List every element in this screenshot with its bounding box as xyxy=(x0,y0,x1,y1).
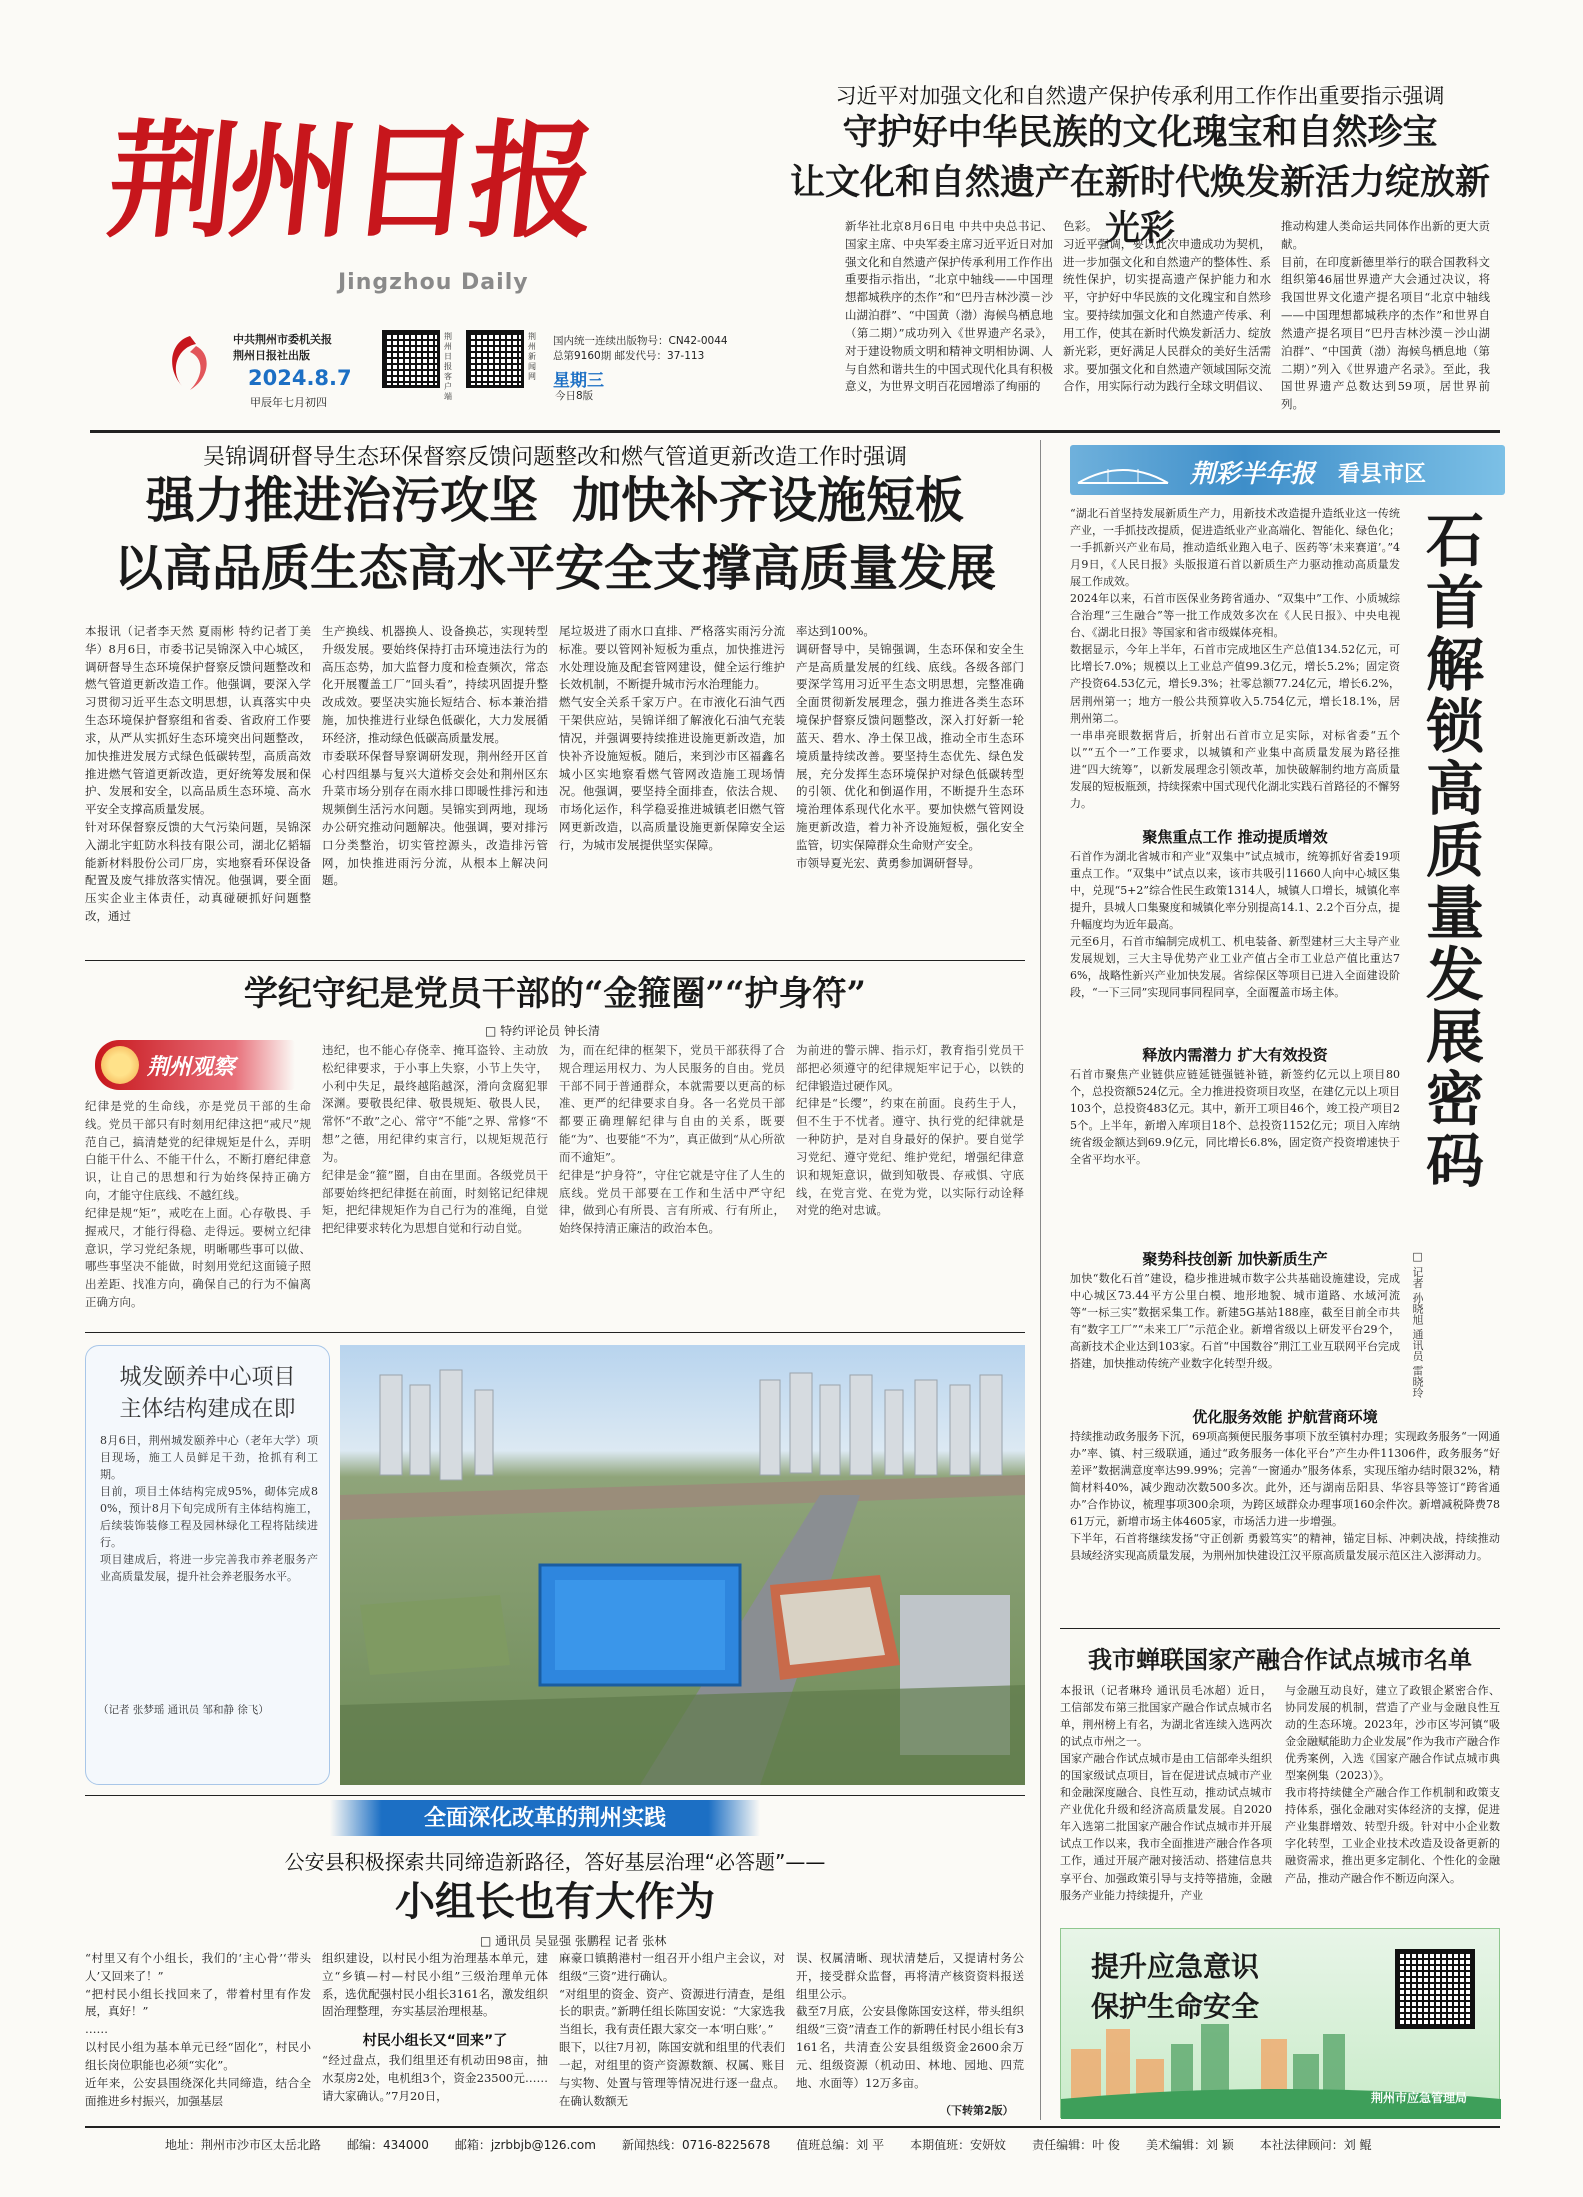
main-column-3: 尾垃圾进了雨水口直排、严格落实雨污分流标准。要以管网补短板为重点，加快推进污水处理设施及配套管网建设，健全运行维护长效机制，不断提升城市污水治理能力。 燃气安全关系千家万户。在市液化石油气西干架供应站，吴锦详细了解液化石油气充装情况，并强调要持续推进设施更新改造，加快补齐设施短板。随后，来到沙市区福鑫名城小区实地察看燃气管网改造施工现场情况。他强调，要坚持全面排查，依法合规、市场化运作，科学稳妥推进城镇老旧燃气管网更新改造，以高质量设施更新保障安全运行，为城市发展提供坚实保障。 xyxy=(559,624,785,852)
psa-qr-code[interactable] xyxy=(1395,1949,1475,2029)
footer-email[interactable]: 邮箱：jzrbbjb@126.com xyxy=(454,2138,596,2152)
pilot-column-1: 本报讯（记者琳玲 通讯员毛冰超）近日，工信部发布第三批国家产融合作试点城市名单，荆州榜上有名，为湖北省连续入选两次的试点市州之一。 国家产融合作试点城市是由工信部牵头组织的国家级试点项目，旨在促进试点城市产业和金融深度融合、良性互动，推动试点城市产业优化升级和经济高质量发展。自2020年入选第二批国家产融合作试点城市并开展试点工作以来，我市全面推进产融合作各项工作，通过开展产融对接活动、搭建信息共享平台、加强政策引导与支持等措施，金融服务产业能力持续提升，产业 xyxy=(1060,1684,1272,1902)
main-headline-2: 以高品质生态高水平安全支撑高质量发展 xyxy=(113,540,996,597)
footer-address: 地址：荆州市沙市区太岳北路 xyxy=(165,2138,322,2152)
reform-banner xyxy=(330,1800,760,1836)
feature-intro: “湖北石首坚持发展新质生产力，用新技术改造提升造纸业这一传统产业，一手抓技改提质，促进造纸业产业高端化、智能化、绿色化；一手抓新兴产业布局，推动造纸业跑入电子、医药等‘未来赛道’。”4月9日，《人民日报》头版报道石首以新质生产力驱动推动高质量发展工作成效。 2024年以来，石首市医保业务跨省通办、“双集中”工作、小质城综合治理“三生融合”等一批工作成效多次在《人民日报》、中央电视台、《湖北日报》等国家和省市级媒体亮相。 数据显示，今年上半年，石首市完成地区生产总值134.52亿元，可比增长7.0%；规模以上工业总产值99.3亿元，增长5.2%；固定资产投资64.53亿元，增长9.3%；社零总额77.24亿元，增长6.2%，居荆州第一；地方一般公共预算收入5.754亿元，增长18.1%，居荆州第二。 一串串亮眼数据背后，折射出石首市立足实际，对标省委“五个以”“五个一”工作要求，以城镇和产业集中高质量发展为路径推进“四大统筹”，以新发展理念引领改革，加快破解制约地方高质量发展的短板瓶颈，持续探索中国式现代化湖北实践石首路径的不懈努力。 xyxy=(1070,507,1400,810)
publisher-info: 中共荆州市委机关报 荆州日报社出版 xyxy=(233,333,332,362)
continue-note: （下转第2版） xyxy=(940,2104,1014,2117)
photo-news-headline-2: 主体结构建成在即 xyxy=(119,1397,296,1422)
footer-duty-editor: 本期值班：安妍妏 xyxy=(910,2138,1007,2152)
lead-column-2: 色彩。 习近平强调，要以此次申遗成功为契机，进一步加强文化和自然遗产的整体性、系统性保护，切实提高遗产保护能力和水平，守护好中华民族的文化瑰宝和自然珍宝。要持续加强文化和自然遗产传承、利用工作，使其在新时代焕发新活力、绽放新光彩，更好满足人民群众的美好生活需求。要加强文化和自然遗产领域国际交流合作，用实际行动为践行全球文明倡议、 xyxy=(1063,219,1271,394)
main-column-1: 本报讯（记者李天然 夏雨彬 特约记者丁美华）8月6日，市委书记吴锦深入中心城区，调研督导生态环境保护督察反馈问题整改和燃气管道更新改造工作。他强调，要深入学习贯彻习近平生态文明思想，认真落实中央生态环境保护督察组和省委、省政府工作要求，从严从实抓好生态环境突出问题整改，加快推进发展方式绿色低碳转型，高质高效推进燃气管道更新改造，更好统筹发展和保护、发展和安全，以高品质生态环境、高水平安全支撑高质量发展。 针对环保督察反馈的大气污染问题，吴锦深入湖北宇虹防水科技有限公司，湖北亿韬辐能新材料股份公司厂房，实地察看环保设备配置及废气排放落实情况。他强调，要全面压实企业主体责任，动真碰硬抓好问题整改，通过 xyxy=(85,624,311,923)
feature-subhead-1: 聚焦重点工作 推动提质增效 xyxy=(1142,828,1328,846)
issn-info: 国内统一连续出版物号：CN42-0044 总第9160期 邮发代号：37-113 xyxy=(553,335,728,362)
reform-byline: □ 通讯员 吴显强 张鹏程 记者 张林 xyxy=(480,1934,667,1948)
reform-column-2b: “经过盘点，我们组里还有机动田98亩，抽水泵房2处，电机组3个，资金23500元……请大家确认。”7月20日， xyxy=(322,2053,548,2103)
main-column-4: 率达到100%。 调研督导中，吴锦强调，生态环保和安全生产是高质量发展的红线、底线。各级各部门要深学笃用习近平生态文明思想，完整准确全面贯彻新发展理念，强力推进各类生态环境保护督察反馈问题整改，深入打好新一轮蓝天、碧水、净土保卫战，推动全市生态环境质量持续改善。要坚持生态优先、绿色发展，充分发挥生态环境保护对绿色低碳转型的引领、优化和倒逼作用，不断提升生态环境治理体系现代化水平。要加快燃气管网设施更新改造，着力补齐设施短板，强化安全监管，切实保障群众生命财产安全。 市领导夏光宏、黄勇参加调研督导。 xyxy=(796,624,1024,870)
qr1-caption: 荆州日报客户端 xyxy=(444,332,452,401)
reform-headline: 小组长也有大作为 xyxy=(395,1878,715,1925)
footer-legal: 本社法律顾问：刘 鲲 xyxy=(1259,2138,1372,2152)
footer-editor: 责任编辑：叶 俊 xyxy=(1032,2138,1120,2152)
lunar-date: 甲辰年七月初四 xyxy=(250,396,327,409)
construction-aerial-photo xyxy=(340,1345,1025,1785)
newspaper-emblem-icon xyxy=(160,332,220,394)
footer xyxy=(165,2136,1500,2153)
main-headline-1: 强力推进治污攻坚 加快补齐设施短板 xyxy=(145,472,965,529)
lead-headline-2: 让文化和自然遗产在新时代焕发新活力绽放新光彩 xyxy=(790,162,1491,249)
commentary-headline: 学纪守纪是党员干部的“金箍圈”“护身符” xyxy=(243,974,867,1014)
column-badge xyxy=(95,1040,295,1090)
feature-banner xyxy=(1070,445,1505,495)
reform-column-3: 麻豪口镇鹅港村一组召开小组户主会议，对组级“三资”进行确认。 “对组里的资金、资产、资源进行清查，是组长的职责。”新聘任组长陈国安说：“大家选我当组长，我有责任跟大家交一本‘明白账’。” 眼下，以往7月初，陈国安就和组里的代表们一起，对组里的资产资源数额、权属、账目与实物、处置与管理等情况进行逐一盘点。在确认数额无 xyxy=(559,1951,785,2108)
psa-line-2: 保护生命安全 xyxy=(1091,1990,1260,2023)
lead-column-3: 推动构建人类命运共同体作出新的更大贡献。 目前，在印度新德里举行的联合国教科文组织第46届世界遗产大会通过决议，将我国世界文化遗产提名项目“北京中轴线——中国理想都城秩序的杰作”和世界自然遗产提名项目“巴丹吉林沙漠－沙山湖泊群”、“中国黄（渤）海候鸟栖息地（第二期）”列入《世界遗产名录》。至此，我国世界遗产总数达到59项，居世界前列。 xyxy=(1281,219,1490,412)
lead-headline-1: 守护好中华民族的文化瑰宝和自然珍宝 xyxy=(842,112,1438,153)
main-kicker: 吴锦调研督导生态环保督察反馈问题整改和燃气管道更新改造工作时强调 xyxy=(202,445,907,470)
pilot-column-2: 与金融互动良好，建立了政银企紧密合作、协同发展的机制，营造了产业与金融良性互动的生态环境。2023年，沙市区岑河镇“吸金金融赋能助力企业发展”作为我市产融合作优秀案例，入选《国家产融合作试点城市典型案例集（2023）》。 我市将持续健全产融合作工作机制和政策支持体系，强化金融对实体经济的支撑，促进产业集群增效、转型升级。针对中小企业数字化转型，工业企业技术改造及设备更新的融资需求，推出更多定制化、个性化的金融产品，推动产融合作不断迈向深入。 xyxy=(1285,1684,1500,1885)
pilot-headline: 我市蝉联国家产融合作试点城市名单 xyxy=(1088,1646,1472,1674)
masthead-logo: 荆州日报 xyxy=(102,107,598,255)
sun-emblem-icon xyxy=(101,1046,139,1084)
feature-subhead-4: 优化服务效能 护航营商环境 xyxy=(1192,1408,1378,1426)
page-count: 今日8版 xyxy=(555,390,594,402)
feature-brand: 荆彩半年报 xyxy=(1190,459,1316,488)
issue-date: 2024.8.7 xyxy=(248,366,352,390)
web-qr-code[interactable] xyxy=(466,330,524,388)
commentary-column-4: 为前进的警示牌、指示灯，教育指引党员干部把必须遵守的纪律规矩牢记于心，以铁的纪律锻造过硬作风。 纪律是“长缨”，约束在前面。良药生于人，但不生于不忧者。遵守、执行党的纪律就是一种防护，是对自身最好的保护。要自觉学习党纪、遵守党纪、维护党纪，增强纪律意识和规矩意识，做到知敬畏、存戒惧、守底线，在党言党、在党为党，以实际行动诠释对党的绝对忠诚。 xyxy=(796,1043,1024,1218)
lead-kicker: 习近平对加强文化和自然遗产保护传承利用工作作出重要指示强调 xyxy=(835,84,1445,108)
column-tag: 荆州观察 xyxy=(147,1054,236,1080)
masthead xyxy=(100,70,600,430)
lead-column-1: 新华社北京8月6日电 中共中央总书记、国家主席、中央军委主席习近平近日对加强文化和自然遗产保护传承利用工作作出重要指示指出，“北京中轴线——中国理想都城秩序的杰作”和“巴丹吉林沙漠－沙山湖泊群”、“中国黄（渤）海候鸟栖息地（第二期）”成功列入《世界遗产名录》，对于建设物质文明和精神文明相协调、人与自然和谐共生的中国式现代化具有积极意义，为世界文明百花园增添了绚丽的 xyxy=(845,219,1053,394)
app-qr-code[interactable] xyxy=(382,330,440,388)
psa-line-1: 提升应急意识 xyxy=(1091,1950,1260,1983)
reform-kicker: 公安县积极探索共同缔造新路径，答好基层治理“必答题”—— xyxy=(284,1850,826,1874)
commentary-byline: □ 特约评论员 钟长清 xyxy=(485,1024,600,1038)
photo-news-body: 8月6日，荆州城发颐养中心（老年大学）项目现场，施工人员鲜足干劲，抢抓有利工期。 目前，项目土体结构完成95%，砌体完成80%，预计8月下旬完成所有主体结构施工，后续装饰装修工程及园林绿化工程将陆续进行。 项目建成后，将进一步完善我市养老服务产业高质量发展，提升社会养老服务水平。 xyxy=(100,1434,318,1584)
commentary-column-1: 纪律是党的生命线，亦是党员干部的生命线。党员干部只有时刻用纪律这把“戒尺”规范自己，搞清楚党的纪律规矩是什么，弄明白能干什么、不能干什么，不断打磨纪律意识，让自己的思想和行为始终保持正确方向，才能守住底线、不越红线。 纪律是规“矩”，戒吃在上面。心存敬畏、手握戒尺，才能行得稳、走得远。要树立纪律意识，学习党纪条规，明晰哪些事可以做、哪些事坚决不能做，时刻用党纪这面镜子照出差距、找准方向，确保自己的行为不偏离正确方向。 xyxy=(85,1099,311,1309)
masthead-english: Jingzhou Daily xyxy=(338,270,529,295)
reform-column-4: 误、权属清晰、现状清楚后，又提请村务公开，接受群众监督，再将清产核资资料报送组里公示。 截至7月底，公安县像陈国安这样，带头组织组级“三资”清查工作的新聘任村民小组长有3161名，共清查公安县组级资金2600余万元、组级资源（机动田、林地、园地、四荒地、水面等）12万多亩。 xyxy=(796,1951,1024,2090)
footer-postcode: 邮编：434000 xyxy=(347,2138,429,2152)
qr2-caption: 荆州新闻网 xyxy=(528,332,536,381)
feature-section-4: 持续推动政务服务下沉，69项高频便民服务事项下放至镇村办理；实现政务服务“一网通办”率、镇、村三级联通，通过“政务服务一体化平台”产生办件11306件，政务服务“好差评”数据满意度率达99.99%；完善“一窗通办”服务体系，实现压缩办结时限32%，精简材料40%，减少跑动次数500多次。此外，还与湖南岳阳县、华容县等签订“跨省通办”合作协议，梳理事项300余项，为跨区域群众办理事项160余件次。新增减税降费7861万元，新增市场主体4605家，市场活力进一步增强。 下半年，石首将继续发扬“守正创新 勇毅笃实”的精神，锚定目标、冲刺决战，持续推动县域经济实现高质量发展，为荆州加快建设江汉平原高质量发展示范区注入澎湃动力。 xyxy=(1070,1430,1500,1563)
feature-title: 看县市区 xyxy=(1338,462,1427,487)
feature-subhead-2: 释放内需潜力 扩大有效投资 xyxy=(1142,1046,1328,1064)
psa-sponsor: 荆州市应急管理局 xyxy=(1371,2091,1468,2105)
feature-subhead-3: 聚势科技创新 加快新质生产 xyxy=(1142,1250,1328,1268)
reform-column-1: “村里又有个小组长，我们的‘主心骨’‘带头人’又回来了！” “把村民小组长找回来了，带着村里有作发展，真好！” …… 以村民小组为基本单元已经“固化”，村民小组长岗位职能也必须“实化”。 近年来，公安县围绕深化共同缔造，结合全面推进乡村振兴，加强基层 xyxy=(85,1951,311,2108)
footer-chief-editor: 值班总编：刘 平 xyxy=(796,2138,885,2152)
commentary-column-3: 为，而在纪律的框架下，党员干部获得了合规合理运用权力、为人民服务的自由。党员干部不同于普通群众，本就需要以更高的标准、更严的纪律要求自身。各一名党员干部都要正确理解纪律与自由的关系，既要能“为”、也要能“不为”，真正做到“从心所欲而不逾矩”。 纪律是“护身符”，守住它就是守住了人生的底线。党员干部要在工作和生活中严守纪律，做到心有所畏、言有所戒、行有所止，始终保持清正廉洁的政治本色。 xyxy=(559,1043,785,1236)
photo-news-headline-1: 城发颐养中心项目 xyxy=(119,1365,296,1390)
main-column-2: 生产换线、机器换人、设备换芯，实现转型升级发展。要始终保持打击环境违法行为的高压态势，加大监督力度和检查频次，常态化开展覆盖工厂“回头看”，持续巩固提升整改成效。要坚决实施长短结合、标本兼治措施，加快推进行业绿色低碳化，大力发展循环经济，推动绿色低碳高质量发展。 市委联环保督导察调研发现，荆州经开区首心村四组暴与复兴大道桥交会处和荆州区东升菜市场分别存在雨水排口即暖性排污和违规频倒生活污水问题。吴锦实到两地，现场办公研究推动问题解决。他强调，要对排污口分类整治，切实管控源头，改造排污管网，加快推进雨污分流，从根本上解决问题。 xyxy=(322,624,548,888)
psa-advertisement[interactable] xyxy=(1060,1928,1500,2118)
footer-hotline: 新闻热线：0716-8225678 xyxy=(621,2138,771,2152)
footer-art-editor: 美术编辑：刘 颖 xyxy=(1145,2138,1234,2152)
reform-subheading: 村民小组长又“回来”了 xyxy=(362,2033,508,2049)
reform-column-2a: 组织建设，以村民小组为治理基本单元，建立“乡镇—村—村民小组”三级治理单元体系，选优配强村民小组长3161名，激发组织固治理整理，夯实基层治理根基。 xyxy=(322,1951,548,2019)
reform-banner-label: 全面深化改革的荆州实践 xyxy=(423,1805,666,1831)
feature-section-2: 石首市聚焦产业链供应链延链强链补链，新签约亿元以上项目80个，总投资额524亿元。全力推进投资项目攻坚，在建亿元以上项目103个，总投资483亿元。其中，新开工项目46个，竣工投产项目25个。上半年，新增入库项目18个、总投资1152亿元；项目入库纳统省级金额达到69.9亿元，同比增长6.8%，固定资产投资增速快于全省平均水平。 xyxy=(1070,1068,1400,1167)
commentary-column-2: 违纪，也不能心存侥幸、掩耳盗铃、主动放松纪律要求，于小事上失察，小节上失守，小利中失足，最终越陷越深，滑向贪腐犯罪深渊。要敬畏纪律、敬畏规矩、敬畏人民，常怀“不敢”之心、常守“不能”之界、常修“不想”之德，用纪律约束言行，以规矩规范行为。 纪律是金“箍”圈，自由在里面。各级党员干部要始终把纪律挺在前面，时刻铭记纪律规矩，把纪律规矩作为自己行为的准绳，自觉把纪律要求转化为思想自觉和行动自觉。 xyxy=(322,1043,548,1236)
feature-headline: 石首解锁高质量发展密码 xyxy=(1425,507,1484,1196)
feature-byline: □ 记者 孙晓旭 通讯员 雷晓玲 xyxy=(1411,1250,1424,1398)
feature-section-3: 加快“数化石首”建设，稳步推进城市数字公共基础设施建设，完成中心城区73.44平方公里白模、地形地貌、城市道路、水域河流等“一标三实”数据采集工作。新建5G基站188座，截至目前全市共有“数字工厂”“未来工厂”示范企业。新增省级以上研发平台29个，高新技术企业达到103家。石首“中国数谷”荆江工业互联网平台完成搭建，加快推动传统产业数字化转型升级。 xyxy=(1070,1272,1400,1371)
bridge-icon xyxy=(1078,455,1168,489)
weekday: 星期三 xyxy=(553,371,604,391)
feature-section-1: 石首作为湖北省城市和产业“双集中”试点城市，统筹抓好省委19项重点工作。“双集中”试点以来，该市共吸引11660人向中心城区集中，兑现“5+2”综合性民生政策1314人，城镇人口增长，城镇化率提升，县城人口集聚度和城镇化率分别提高14.1、2.2个百分点，提升幅度均为近年最高。 元至6月，石首市编制完成机工、机电装备、新型建材三大主导产业发展规划，三大主导优势产业工业产值占全市工业总产值比重达76%，战略性新兴产业加快发展。省综保区等项目已进入全面建设阶段，“一下三同”实现同事同程同享，全面覆盖市场主体。 xyxy=(1070,850,1400,1000)
photo-news-byline: （记者 张梦瑶 通讯员 邹和静 徐飞） xyxy=(98,1704,269,1716)
